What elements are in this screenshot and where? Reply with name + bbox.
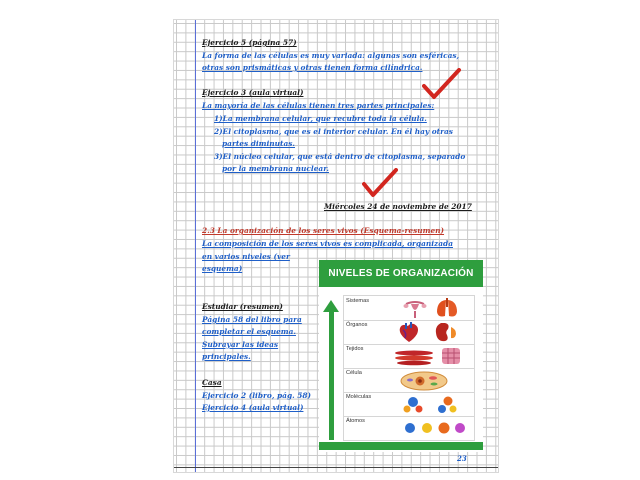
chart-title: NIVELES DE ORGANIZACIÓN	[319, 260, 483, 287]
home-line-1: Ejercicio 2 (libro, pág. 58)	[202, 391, 312, 400]
level-label: Órganos	[346, 322, 368, 328]
exercise-3-line-5: por la membrana nuclear.	[222, 164, 329, 173]
check-mark-icon	[422, 68, 462, 100]
lungs-icon	[434, 297, 460, 320]
margin-line	[195, 20, 196, 472]
chart-footer-bar	[319, 442, 483, 450]
exercise-3-title: Ejercicio 3 (aula virtual)	[202, 88, 304, 97]
date-heading: Miércoles 24 de noviembre de 2017	[324, 202, 472, 211]
study-line-4: principales.	[202, 352, 251, 361]
molecule-icon	[402, 394, 424, 416]
molecule-icon	[436, 394, 460, 416]
level-label: Tejidos	[346, 346, 364, 352]
exercise-5-title: Ejercicio 5 (página 57)	[202, 38, 297, 47]
study-line-1: Página 58 del libro para	[202, 315, 302, 324]
level-label: Moléculas	[346, 394, 372, 400]
section-line-2: en varios niveles (ver	[202, 252, 290, 261]
organization-levels-chart	[319, 260, 483, 452]
check-mark-icon	[362, 168, 398, 198]
atoms-icon	[402, 420, 468, 436]
levels-grid	[343, 295, 475, 441]
kidney-icon	[434, 321, 458, 344]
exercise-5-line-2: otras son prismáticas y otras tienen forma cilíndrica.	[202, 63, 423, 72]
reproductive-system-icon	[402, 298, 428, 320]
level-label: Átomos	[346, 418, 365, 424]
study-line-3: Subrayar las ideas	[202, 340, 279, 349]
study-title: Estudiar (resumen)	[202, 302, 283, 311]
section-title: 2.3 La organización de los seres vivos (Esquema-resumen)	[202, 226, 445, 235]
cell-icon	[400, 371, 448, 391]
muscle-tissue-icon	[394, 348, 434, 366]
exercise-3-intro: La mayoría de las células tienen tres partes principales:	[202, 101, 435, 110]
section-line-1: La composición de los seres vivos es complicada, organizada	[202, 239, 453, 248]
exercise-3-line-3: partes diminutas.	[222, 139, 295, 148]
level-label: Sistemas	[346, 298, 370, 304]
exercise-3-line-2: 2)El citoplasma, que es el interior celular. En él hay otras	[214, 127, 453, 136]
tissue-cells-icon	[440, 346, 462, 366]
exercise-3-line-1: 1)La membrana celular, que recubre toda la célula.	[214, 114, 427, 123]
section-line-3: esquema)	[202, 264, 243, 273]
level-label: Célula	[346, 370, 362, 376]
page-bottom-line	[174, 467, 498, 468]
home-title: Casa	[202, 378, 222, 387]
home-line-2: Ejercicio 4 (aula virtual)	[202, 403, 304, 412]
page-number: 23	[457, 454, 467, 463]
study-line-2: completar el esquema.	[202, 327, 296, 336]
exercise-5-line-1: La forma de las células es muy variada: algunas son esféricas,	[202, 51, 460, 60]
exercise-3-line-4: 3)El núcleo celular, que está dentro de citoplasma, separado	[214, 152, 466, 161]
up-arrow-shaft	[329, 310, 334, 440]
notebook-page	[174, 20, 498, 472]
heart-icon	[396, 321, 422, 344]
